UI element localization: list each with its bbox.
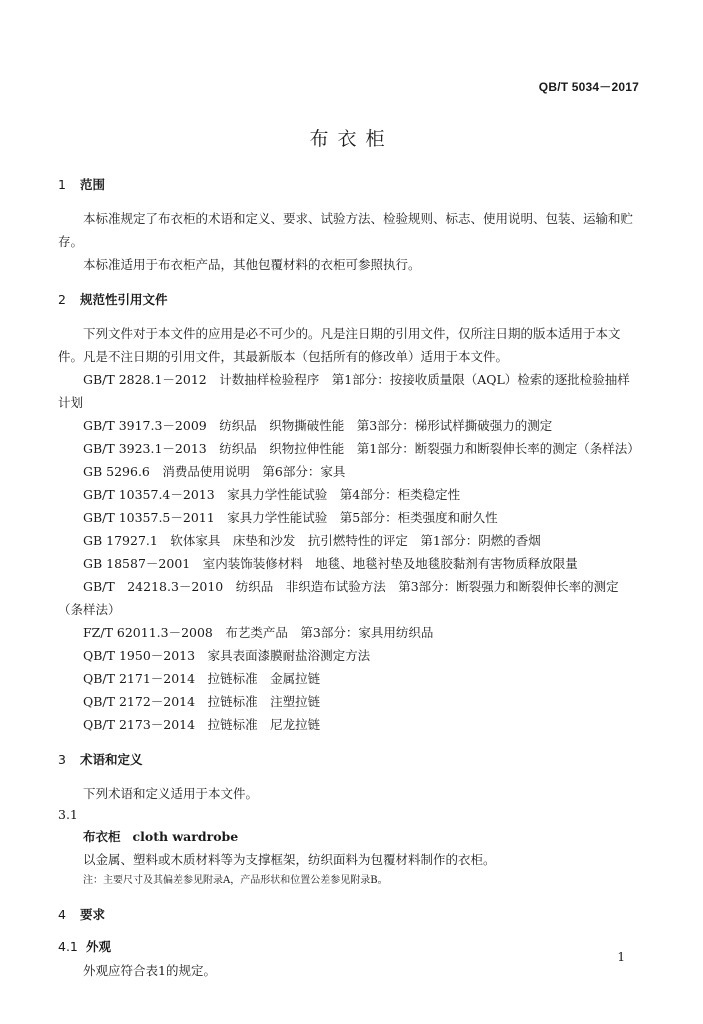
section-title: 术语和定义 [80, 752, 143, 767]
reference-item: QB/T 1950－2013 家具表面漆膜耐盐浴测定方法 [83, 648, 371, 663]
subsection-title: 外观 [86, 939, 112, 954]
section-number: 3 [58, 752, 66, 767]
references-intro: 下列文件对于本文件的应用是必不可少的。凡是注日期的引用文件，仅所注日期的版本适用于本文件。凡是不注日期的引用文件，其最新版本（包括所有的修改单）适用于本文件。 [58, 326, 621, 364]
standard-code: QB/T 5034－2017 [538, 80, 639, 94]
reference-item: QB/T 2171－2014 拉链标准 金属拉链 [83, 671, 321, 686]
reference-item: GB/T 24218.3－2010 纺织品 非织造布试验方法 第3部分：断裂强力和断裂伸长率的测定（条样法） [58, 579, 619, 617]
section-number: 1 [58, 177, 66, 192]
section-1-heading [58, 175, 640, 193]
reference-item: FZ/T 62011.3－2008 布艺类产品 第3部分：家具用纺织品 [83, 625, 434, 640]
subsection-number: 4.1 [58, 939, 78, 954]
section-title: 规范性引用文件 [80, 292, 168, 307]
term-chinese: 布衣柜 [83, 829, 121, 844]
reference-item: QB/T 2172－2014 拉链标准 注塑拉链 [83, 694, 321, 709]
document-body [58, 175, 640, 982]
reference-item: GB/T 2828.1－2012 计数抽样检验程序 第1部分：按接收质量限（AQL）检索的逐批检验抽样计划 [58, 372, 630, 410]
page-number: 1 [617, 950, 625, 964]
document-title: 布衣柜 [309, 128, 394, 150]
section-2-heading [58, 290, 640, 308]
section-number: 4 [58, 907, 66, 922]
reference-item: GB 18587－2001 室内装饰装修材料 地毯、地毯衬垫及地毯胶黏剂有害物质释放限量 [83, 556, 578, 571]
reference-item: GB/T 3923.1－2013 纺织品 织物拉伸性能 第1部分：断裂强力和断裂伸长率的测定（条样法） [83, 441, 640, 456]
section-number: 2 [58, 292, 66, 307]
terms-intro: 下列术语和定义适用于本文件。 [83, 786, 259, 801]
section-title: 范围 [80, 177, 106, 192]
note: 注：主要尺寸及其偏差参见附录A，产品形状和位置公差参见附录B。 [83, 875, 388, 886]
section-3-heading [58, 750, 640, 768]
term-english: cloth wardrobe [132, 829, 239, 844]
reference-item: GB/T 3917.3－2009 纺织品 织物撕破性能 第3部分：梯形试样撕破强力的测定 [83, 418, 553, 433]
appearance-paragraph: 外观应符合表1的规定。 [83, 963, 216, 978]
reference-item: QB/T 2173－2014 拉链标准 尼龙拉链 [83, 717, 321, 732]
section-title: 要求 [80, 907, 106, 922]
scope-paragraph-1: 本标准规定了布衣柜的术语和定义、要求、试验方法、检验规则、标志、使用说明、包装、运输和贮存。 [58, 211, 634, 249]
reference-item: GB 5296.6 消费品使用说明 第6部分：家具 [83, 464, 346, 479]
term-definition: 以金属、塑料或木质材料等为支撑框架，纺织面料为包覆材料制作的衣柜。 [83, 852, 496, 867]
reference-item: GB 17927.1 软体家具 床垫和沙发 抗引燃特性的评定 第1部分：阴燃的香烟 [83, 533, 541, 548]
scope-paragraph-2: 本标准适用于布衣柜产品，其他包覆材料的衣柜可参照执行。 [83, 257, 421, 272]
term-entry [58, 825, 640, 848]
section-4-heading [58, 905, 640, 923]
reference-item: GB/T 10357.5－2011 家具力学性能试验 第5部分：柜类强度和耐久性 [83, 510, 498, 525]
reference-item: GB/T 10357.4－2013 家具力学性能试验 第4部分：柜类稳定性 [83, 487, 461, 502]
clause-number: 3.1 [58, 807, 78, 822]
subsection-4-1-heading [58, 937, 640, 955]
